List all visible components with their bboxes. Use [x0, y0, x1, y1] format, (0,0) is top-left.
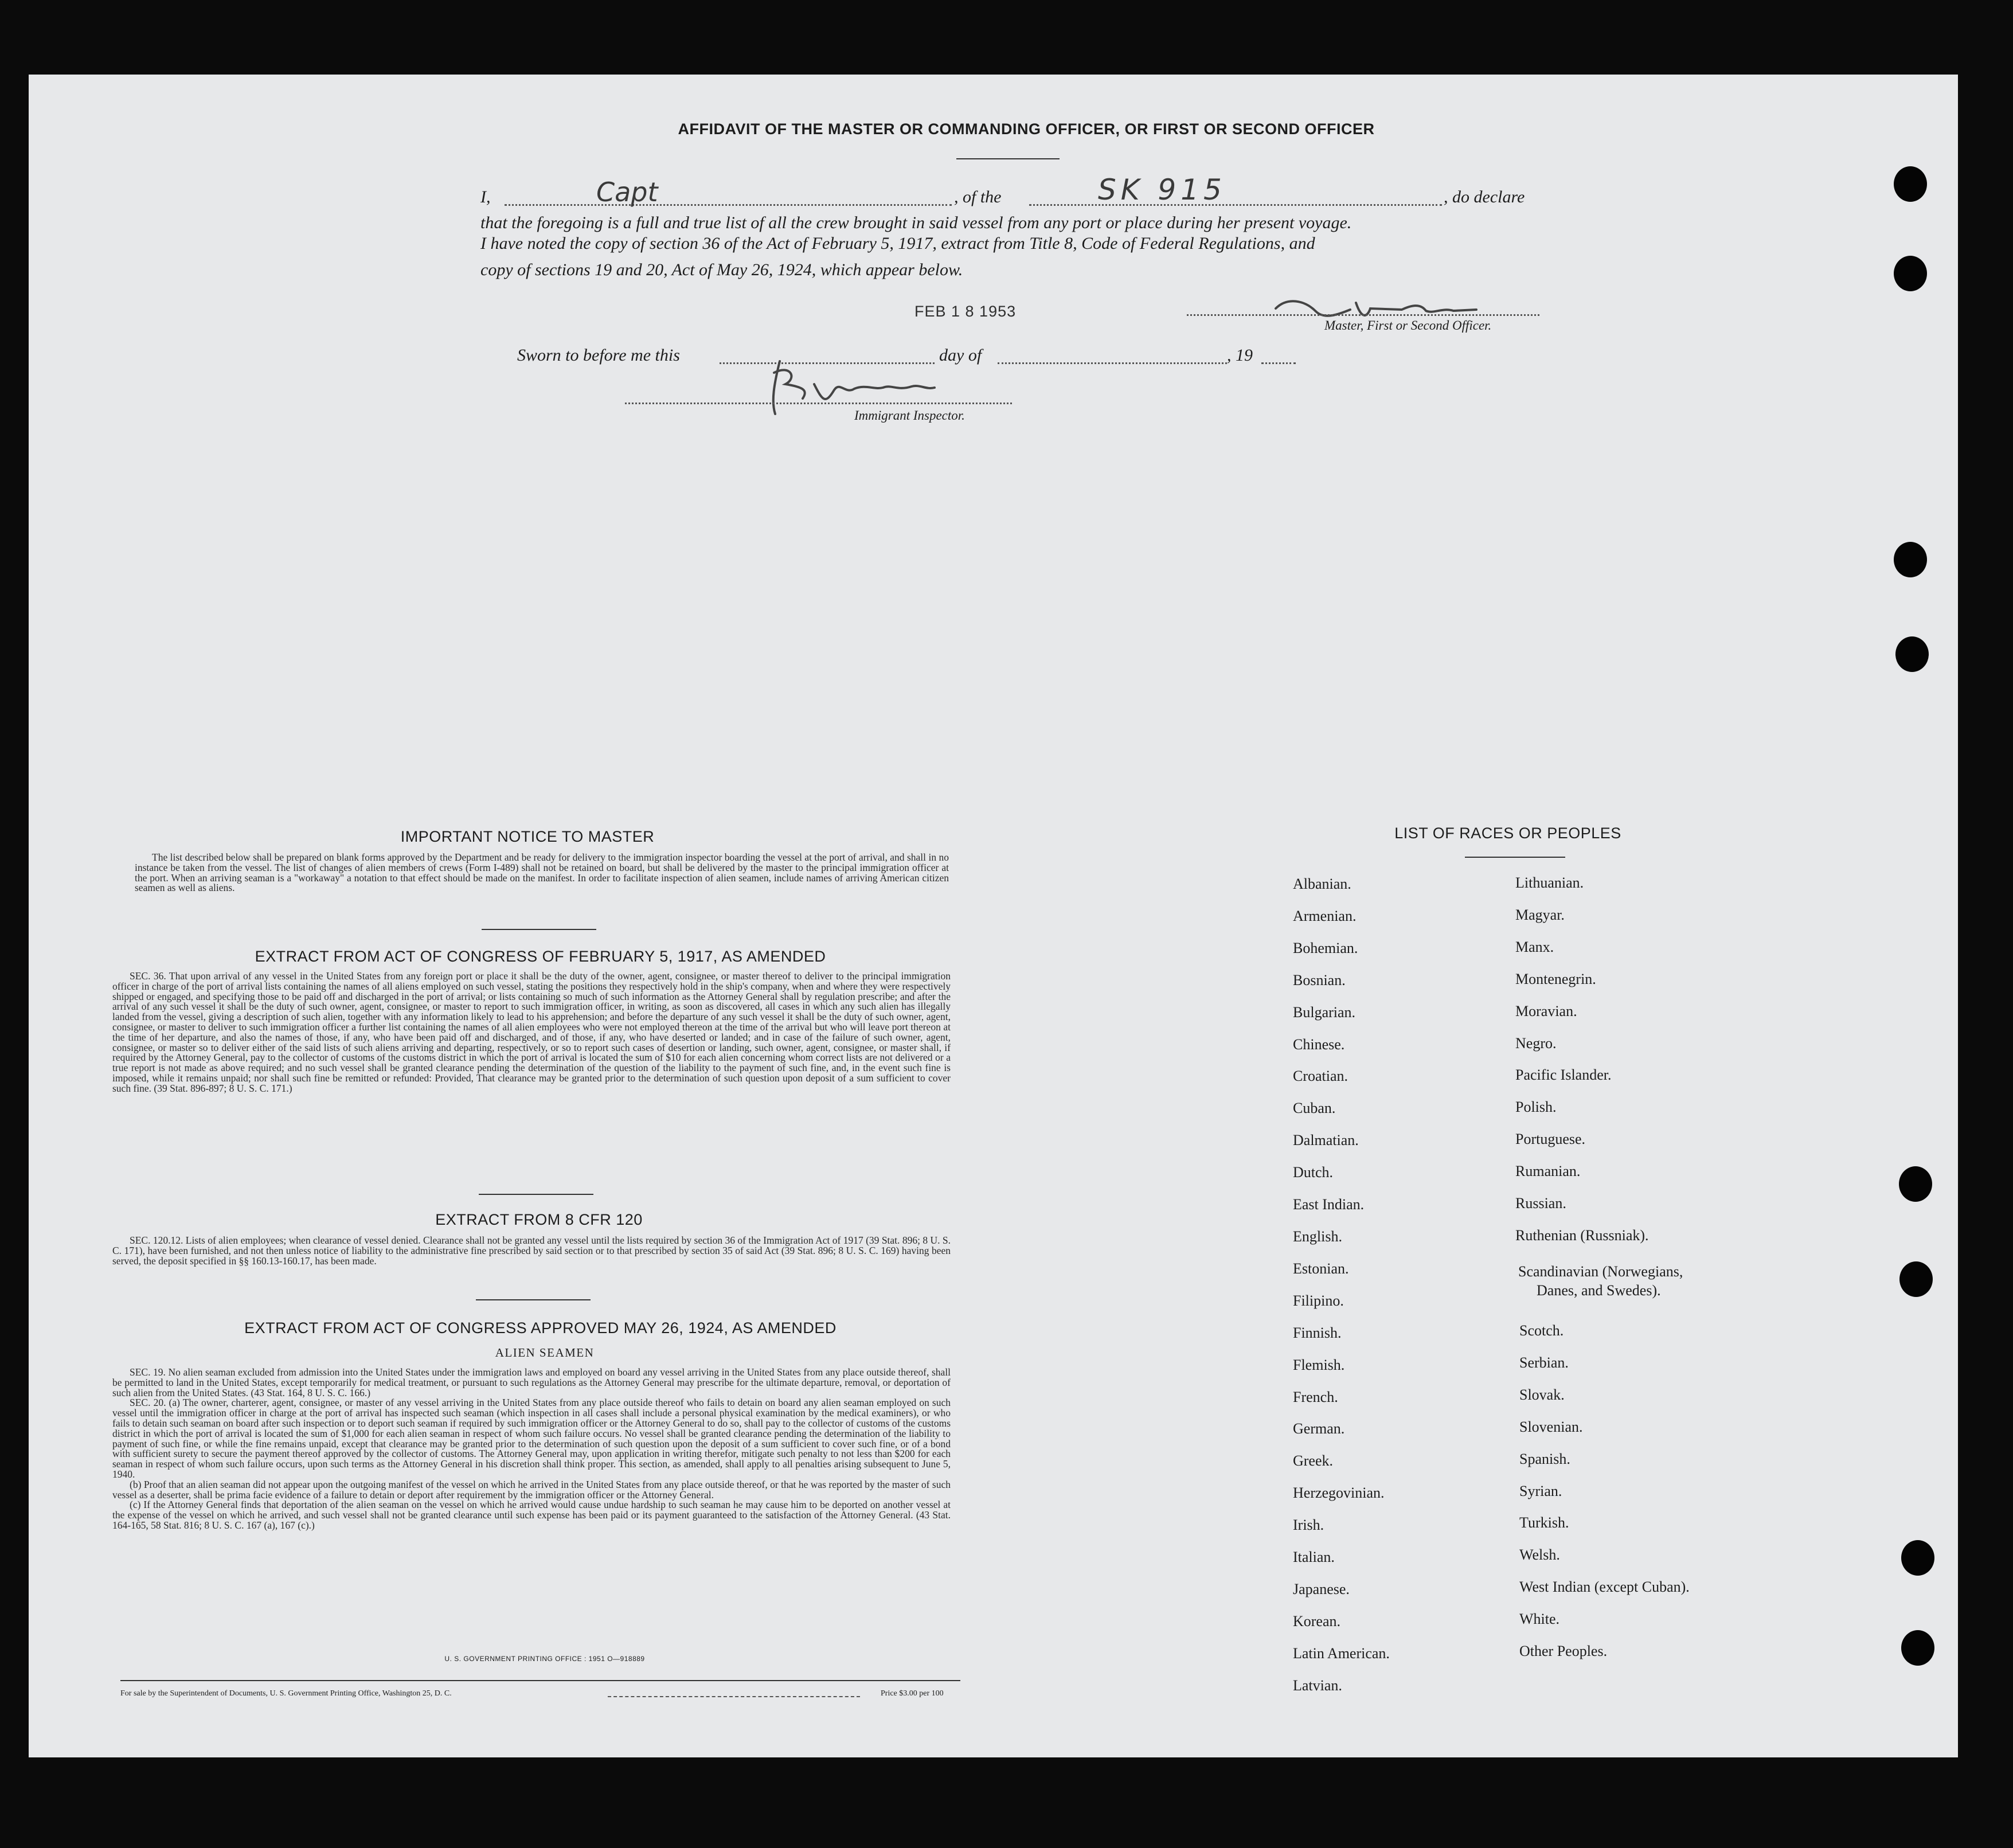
sworn-label: Sworn to before me this — [517, 346, 680, 365]
races-list-column-2a — [1515, 867, 1649, 1252]
cfr-body — [112, 1236, 951, 1266]
race-item: Rumanian. — [1515, 1163, 1581, 1180]
race-item: French. — [1293, 1388, 1338, 1405]
affidavit-line-2: that the foregoing is a full and true list of all the crew brought in said vessel from any port or place during her present voyage. — [480, 213, 1352, 232]
affidavit-line-3: I have noted the copy of section 36 of the Act of February 5, 1917, extract from Title 8, Code of Federal Regulations, and — [480, 234, 1315, 253]
affidavit-i-label: I, — [480, 187, 491, 206]
race-item: Spanish. — [1519, 1450, 1570, 1467]
race-item: East Indian. — [1293, 1196, 1365, 1213]
race-item: Manx. — [1515, 938, 1554, 955]
race-item: Armenian. — [1293, 907, 1357, 924]
race-item: Chinese. — [1293, 1036, 1345, 1053]
race-item: Montenegrin. — [1515, 970, 1596, 987]
binder-hole — [1894, 166, 1927, 202]
notice-paragraph: The list described below shall be prepared on blank forms approved by the Department and be ready for delivery to the immigration inspector boarding the vessel at the port of arrival, and shall in no instance be taken from the vessel. The list of changes of alien members of crews (Form I-489) shall not be retained on board, but shall be delivered by the master to the principal immigration officer at the port. When an arriving seaman is a "workaway" a notation to that effect should be made on the manifest. In order to facilitate inspection of alien seamen, include names of arriving American citizen seamen as well as aliens. — [135, 851, 949, 894]
race-item: Ruthenian (Russniak). — [1515, 1226, 1649, 1244]
race-item: Welsh. — [1519, 1546, 1560, 1564]
sec-20b-paragraph: (b) Proof that an alien seaman did not appear upon the outgoing manifest of the vessel on which he arrived in the United States from any place outside thereof, or that he was reported by the master of such vessel as a deserter, shall be prima facie evidence of a failure to detain or deport after requirement by the immigration officer or the Attorney General. — [112, 1478, 951, 1501]
alien-seamen-subtitle: ALIEN SEAMEN — [495, 1346, 595, 1359]
race-item: Herzegovinian. — [1293, 1484, 1385, 1502]
race-item: Irish. — [1293, 1517, 1324, 1534]
race-item: Dutch. — [1293, 1164, 1334, 1181]
sec-19-paragraph: SEC. 19. No alien seaman excluded from admission into the United States under the immigration laws and employed on board any vessel arriving in the United States from any place outside thereof, shall be permitted to land in the United States, except temporarily for medical treatment, or pursuant to such regulations as the Attorney General may prescribe for the ultimate departure, removal, or deportation of such alien from the United States. (43 Stat. 164, 8 U. S. C. 166.) — [112, 1366, 951, 1398]
race-item: White. — [1519, 1611, 1560, 1628]
printing-office-line: U. S. GOVERNMENT PRINTING OFFICE : 1951 O—918889 — [444, 1655, 645, 1663]
race-item-scandinavian-cont: Danes, and Swedes). — [1537, 1282, 1661, 1299]
section-divider — [479, 1194, 593, 1195]
sec-36-paragraph: SEC. 36. That upon arrival of any vessel in the United States from any foreign port or place it shall be the duty of the owner, agent, consignee, or master thereof to deliver to the principal immigration officer in charge of the port of arrival lists containing the names of all aliens employed on such vessel, stating the positions they respectively hold in the ship's company, when and where they were respectively shipped or engaged, and specifying those to be paid off and discharged in the port of arrival; or lists containing so much of such information as the Attorney General shall by regulation prescribe; and after the arrival of any such vessel it shall be the duty of such owner, agent, consignee, or master to report to such immigration officer, in writing, as soon as discovered, all cases in which any such alien has illegally landed from the vessel, giving a description of such alien, together with any information likely to lead to his apprehension; and before the departure of any such vessel it shall be the duty of such owner, agent, consignee, or master to deliver to such immigration officer a further list containing the names of all alien employees who were not employed thereon at the time of the arrival but who will leave port thereon at the time of her departure, and also the names of those, if any, who have been paid off and discharged, and of those, if any, who have deserted or landed; and in case of the failure of such owner, agent, consignee, or master so to deliver either of the said lists of such aliens arriving and departing, respectively, or so to report such cases of desertion or landing, such owner, agent, consignee, or master shall, if required by the Attorney General, pay to the collector of customs of the customs district in which the port of arrival is located the sum of $10 for each alien concerning whom correct lists are not delivered or a true report is not made as above required; and no such vessel shall be granted clearance pending the determination of the question of the liability to the payment of such fine, and, in the event such fine is imposed, while it remains unpaid; nor shall such fine be remitted or refunded: Provided, That clearance may be granted prior to the determination of such question upon deposit of a sum sufficient to cover such fine. (39 Stat. 896-897; 8 U. S. C. 171.) — [112, 970, 951, 1094]
footer-price: Price $3.00 per 100 — [881, 1689, 944, 1698]
notice-body — [135, 853, 949, 893]
extract-1924-body — [112, 1368, 951, 1531]
section-divider — [482, 929, 596, 930]
race-item: Flemish. — [1293, 1356, 1345, 1373]
master-signature-caption: Master, First or Second Officer. — [1324, 318, 1492, 333]
race-item: Scotch. — [1519, 1322, 1564, 1339]
races-title: LIST OF RACES OR PEOPLES — [1394, 825, 1621, 842]
race-item: Lithuanian. — [1515, 874, 1584, 891]
name-field-line — [505, 204, 952, 206]
races-list-column-1 — [1293, 868, 1390, 1702]
race-item: Greek. — [1293, 1452, 1334, 1470]
race-item: Polish. — [1515, 1099, 1557, 1116]
date-stamp: FEB 1 8 1953 — [914, 303, 1017, 320]
year-label: , 19 — [1227, 346, 1253, 365]
race-item: Russian. — [1515, 1195, 1566, 1212]
race-item: Albanian. — [1293, 876, 1351, 892]
footer-sale-text: For sale by the Superintendent of Documents, U. S. Government Printing Office, Washington 25, D. C. — [120, 1689, 452, 1698]
races-divider — [1465, 857, 1565, 858]
race-item: Italian. — [1293, 1549, 1335, 1566]
binder-hole — [1901, 1630, 1934, 1666]
binder-hole — [1899, 1166, 1932, 1202]
extract-1924-title: EXTRACT FROM ACT OF CONGRESS APPROVED MAY 26, 1924, AS AMENDED — [244, 1319, 837, 1337]
of-the-label: , of the — [954, 187, 1002, 206]
race-item-scandinavian: Scandinavian (Norwegians, — [1518, 1263, 1683, 1280]
inspector-caption: Immigrant Inspector. — [854, 408, 965, 423]
sec-20c-paragraph: (c) If the Attorney General finds that deportation of the alien seaman on the vessel on which he arrived would cause undue hardship to such seaman he may cause him to be deported on another vessel at the expense of the vessel on which he arrived, and such vessel shall not be granted clearance until such expense has been paid or its payment guaranteed to the satisfaction of the Attorney General. (43 Stat. 164-165, 58 Stat. 816; 8 U. S. C. 167 (a), 167 (c).) — [112, 1499, 951, 1531]
race-item: Serbian. — [1519, 1354, 1569, 1371]
vessel-field-line — [1029, 204, 1442, 206]
race-item: Slovenian. — [1519, 1418, 1583, 1435]
do-declare-label: , do declare — [1444, 187, 1525, 206]
day-of-label: day of — [939, 346, 982, 365]
race-item: Korean. — [1293, 1612, 1341, 1630]
extract-1917-title: EXTRACT FROM ACT OF CONGRESS OF FEBRUARY 5, 1917, AS AMENDED — [255, 948, 826, 965]
master-signature-line — [1187, 314, 1539, 316]
races-list-column-2b — [1519, 1315, 1690, 1667]
binder-hole — [1894, 542, 1927, 577]
race-item: Slovak. — [1519, 1386, 1565, 1403]
extract-1917-body — [112, 971, 951, 1094]
race-item: Pacific Islander. — [1515, 1066, 1612, 1084]
race-item: Cuban. — [1293, 1100, 1336, 1117]
race-item: German. — [1293, 1420, 1345, 1437]
affidavit-line-4: copy of sections 19 and 20, Act of May 26, 1924, which appear below. — [480, 260, 963, 279]
affidavit-title: AFFIDAVIT OF THE MASTER OR COMMANDING OFFICER, OR FIRST OR SECOND OFFICER — [678, 120, 1375, 138]
sworn-month-line — [998, 362, 1227, 364]
race-item: Other Peoples. — [1519, 1643, 1608, 1660]
race-item: Finnish. — [1293, 1324, 1342, 1341]
sec-20a-paragraph: SEC. 20. (a) The owner, charterer, agent, consignee, or master of any vessel arriving in the United States from any place outside thereof who fails to detain on board any alien seaman employed on such vessel until the immigration officer in charge at the port of arrival has inspected such seaman (which inspection in all cases shall include a personal physical examination by the medical examiners), or who fails to detain such seaman on board after such inspection or to deport such seaman if required by such immigration officer or the Attorney General to do so, shall pay to the collector of customs of the customs district in which the port of arrival is located the sum of $1,000 for each alien seaman in respect of whom such failure occurs. No vessel shall be granted clearance pending the determination of the liability to payment of such fine, or while the fine remains unpaid, except that clearance may be granted prior to the determination of such question upon the deposit of a sum sufficient to cover such fine, or of a bond with sufficient surety to secure the payment thereof approved by the collector of customs. The Attorney General may, upon application in writing therefor, mitigate such penalty to not less than $200 for each seaman in respect of whom such failure occurs, upon such terms as the Attorney General in his discretion shall think proper. This section, as amended, shall apply to all penalties arising subsequent to June 5, 1940. — [112, 1397, 951, 1480]
race-item: Magyar. — [1515, 906, 1565, 923]
race-item: Latin American. — [1293, 1644, 1390, 1662]
race-item: Bosnian. — [1293, 971, 1346, 989]
footer-leader-dots — [608, 1696, 860, 1697]
sworn-year-line — [1261, 362, 1296, 364]
race-item: Bulgarian. — [1293, 1003, 1356, 1021]
race-item: English. — [1293, 1228, 1342, 1245]
race-item: Estonian. — [1293, 1260, 1349, 1277]
race-item: Dalmatian. — [1293, 1132, 1359, 1149]
sec-120-12-paragraph: SEC. 120.12. Lists of alien employees; when clearance of vessel denied. Clearance shall not be granted any vessel until the lists required by section 36 of the Immigration Act of 1917 (39 Stat. 896; 8 U. S. C. 171), have been furnished, and not then unless notice of liability to the administrative fine prescribed by said section or to that prescribed by section 35 of said Act (39 Stat. 896; 8 U. S. C. 169) having been served, the deposit specified in §§ 160.13-160.17, has been made. — [112, 1234, 951, 1267]
race-item: Turkish. — [1519, 1514, 1569, 1531]
race-item: Negro. — [1515, 1034, 1557, 1052]
inspector-signature-line — [625, 403, 1012, 404]
race-item: West Indian (except Cuban). — [1519, 1579, 1690, 1596]
binder-hole — [1899, 1261, 1933, 1297]
notice-title: IMPORTANT NOTICE TO MASTER — [400, 828, 655, 845]
title-divider — [956, 158, 1060, 159]
race-item: Japanese. — [1293, 1580, 1350, 1597]
race-item: Moravian. — [1515, 1002, 1577, 1019]
binder-hole — [1895, 636, 1929, 672]
vessel-name-value: SK 915 — [1098, 173, 1226, 206]
race-item: Bohemian. — [1293, 939, 1358, 956]
captain-name-value: Capt — [596, 177, 658, 208]
binder-hole — [1901, 1540, 1934, 1576]
footer-rule — [120, 1680, 960, 1681]
race-item: Croatian. — [1293, 1068, 1348, 1085]
binder-hole — [1894, 256, 1927, 291]
section-divider — [476, 1299, 591, 1300]
cfr-title: EXTRACT FROM 8 CFR 120 — [435, 1211, 643, 1228]
race-item: Portuguese. — [1515, 1131, 1586, 1148]
race-item: Filipino. — [1293, 1292, 1344, 1309]
race-item: Syrian. — [1519, 1482, 1562, 1499]
race-item: Latvian. — [1293, 1677, 1342, 1694]
